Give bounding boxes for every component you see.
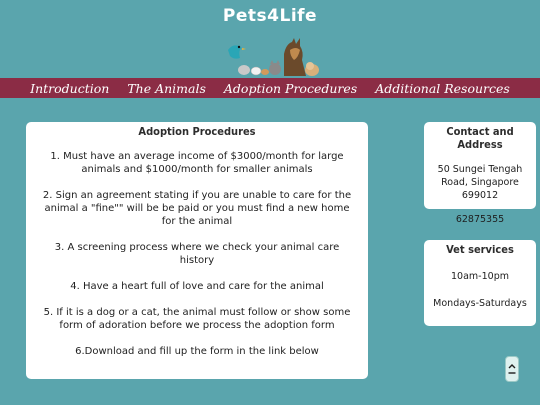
list-item: 2. Sign an agreement stating if you are unable to care for the animal a "fine"" will be be paid or you must find a new home for the animal (42, 190, 352, 227)
site-title: Pets4Life (222, 6, 318, 26)
nav-introduction[interactable]: Introduction (30, 80, 110, 96)
adoption-procedures-card (26, 122, 368, 379)
list-item: 1. Must have an average income of $3000/month for large animals and $1000/month for smaller animals (50, 151, 344, 175)
list-item: 4. Have a heart full of love and care for the animal (70, 281, 324, 292)
pets-logo-icon (220, 36, 320, 78)
contact-phone: 62875355 (455, 214, 505, 225)
vet-services-card (424, 240, 536, 326)
adoption-procedures-heading: Adoption Procedures (138, 125, 256, 138)
contact-card (424, 122, 536, 225)
vet-hours: 10am-10pm (451, 271, 509, 282)
vet-days: Mondays-Saturdays (433, 298, 527, 309)
scroll-to-top-button[interactable] (505, 356, 519, 382)
nav-additional-resources[interactable]: Additional Resources (375, 80, 510, 96)
contact-address: 50 Sungei Tengah Road, Singapore 699012 (437, 164, 523, 201)
contact-heading: Contact and Address (446, 125, 514, 151)
list-item: 5. If it is a dog or a cat, the animal must follow or show some form of adoration before we process the adoption form (43, 307, 351, 331)
list-item: 3. A screening process where we check your animal care history (54, 242, 340, 266)
nav-adoption-procedures[interactable]: Adoption Procedures (223, 80, 358, 96)
nav-the-animals[interactable]: The Animals (127, 80, 206, 96)
vet-services-heading: Vet services (446, 243, 514, 256)
adoption-steps-list (26, 150, 368, 358)
main-nav (0, 78, 540, 98)
chevron-up-icon (507, 360, 517, 378)
list-item: 6.Download and fill up the form in the link below (75, 346, 319, 357)
